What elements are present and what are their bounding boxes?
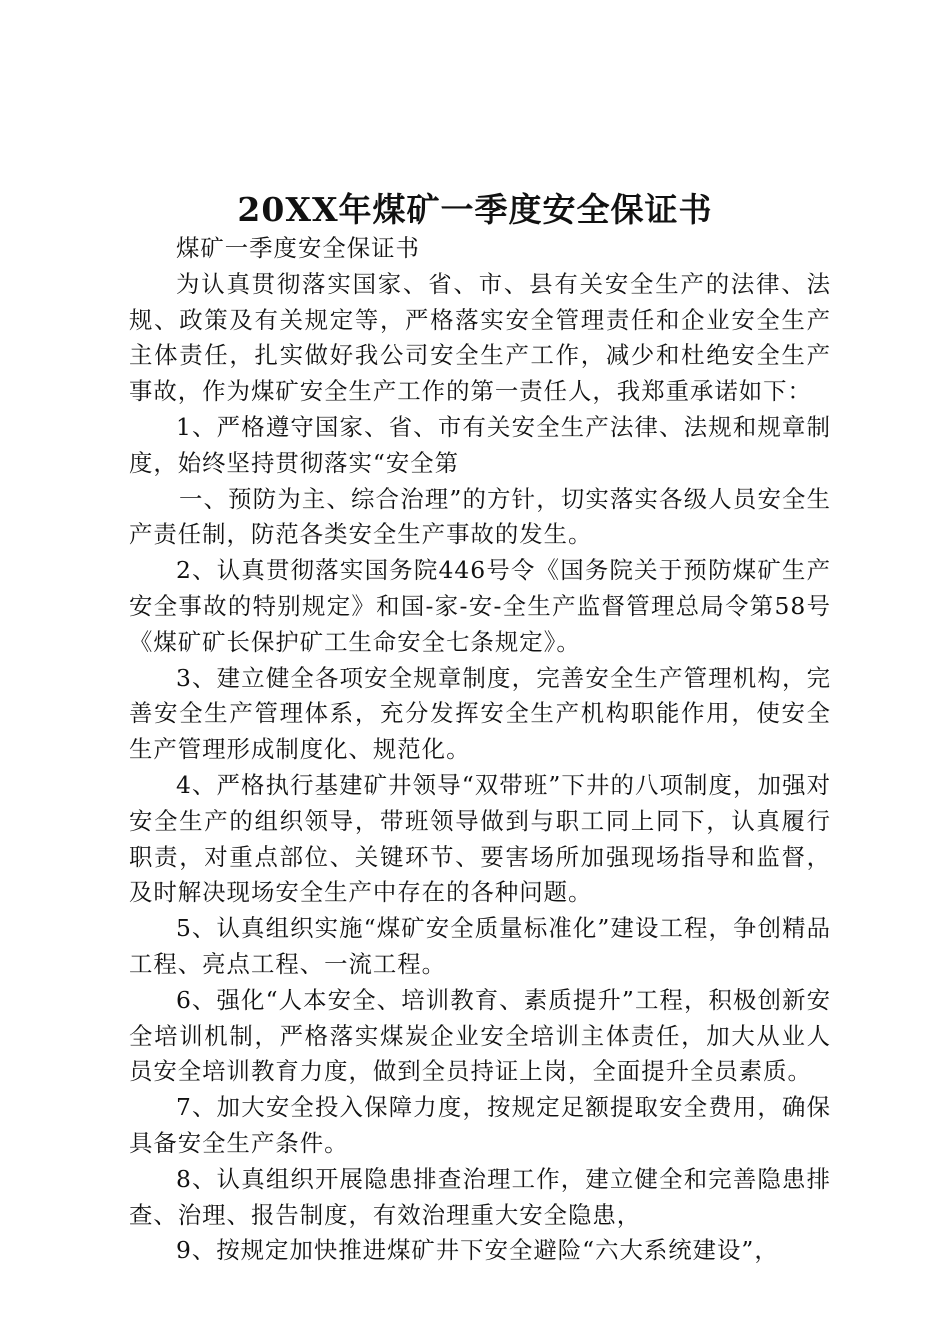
item-2-paragraph: 2、认真贯彻落实国务院446号令《国务院关于预防煤矿生产安全事故的特别规定》和国-家-安-全生产监督管理总局令第58号《煤矿矿长保护矿工生命安全七条规定》。	[129, 556, 831, 656]
item-7-paragraph: 7、加大安全投入保障力度，按规定足额提取安全费用，确保具备安全生产条件。	[129, 1093, 831, 1157]
item-6-paragraph: 6、强化“人本安全、培训教育、素质提升”工程，积极创新安全培训机制，严格落实煤炭企业安全培训主体责任，加大从业人员安全培训教育力度，做到全员持证上岗，全面提升全员素质。	[129, 985, 831, 1086]
item-1-paragraph: 1、严格遵守国家、省、市有关安全生产法律、法规和规章制度，始终坚持贯彻落实“安全第	[129, 412, 831, 477]
item-1-continuation-paragraph: 一、预防为主、综合治理”的方针，切实落实各级人员安全生产责任制，防范各类安全生产事故的发生。	[129, 484, 831, 549]
document-body	[129, 231, 831, 1269]
item-3-paragraph: 3、建立健全各项安全规章制度，完善安全生产管理机构，完善安全生产管理体系，充分发挥安全生产机构职能作用，使安全生产管理形成制度化、规范化。	[129, 663, 831, 764]
document-title: 20XX年煤矿一季度安全保证书	[237, 190, 713, 229]
intro-paragraph: 为认真贯彻落实国家、省、市、县有关安全生产的法律、法规、政策及有关规定等，严格落实安全管理责任和企业安全生产主体责任，扎实做好我公司安全生产工作，减少和杜绝安全生产事故，作为煤矿安全生产工作的第一责任人，我郑重承诺如下：	[129, 269, 831, 406]
item-9-paragraph: 9、按规定加快推进煤矿井下安全避险“六大系统建设”，	[176, 1236, 779, 1265]
item-5-paragraph: 5、认真组织实施“煤矿安全质量标准化”建设工程，争创精品工程、亮点工程、一流工程。	[129, 914, 831, 978]
item-4-paragraph: 4、严格执行基建矿井领导“双带班”下井的八项制度，加强对安全生产的组织领导，带班领导做到与职工同上同下，认真履行职责，对重点部位、关键环节、要害场所加强现场指导和监督，及时解决现场安全生产中存在的各种问题。	[129, 770, 831, 907]
subtitle-paragraph: 煤矿一季度安全保证书	[176, 234, 420, 262]
item-8-paragraph: 8、认真组织开展隐患排查治理工作，建立健全和完善隐患排查、治理、报告制度，有效治理重大安全隐患，	[129, 1164, 831, 1229]
